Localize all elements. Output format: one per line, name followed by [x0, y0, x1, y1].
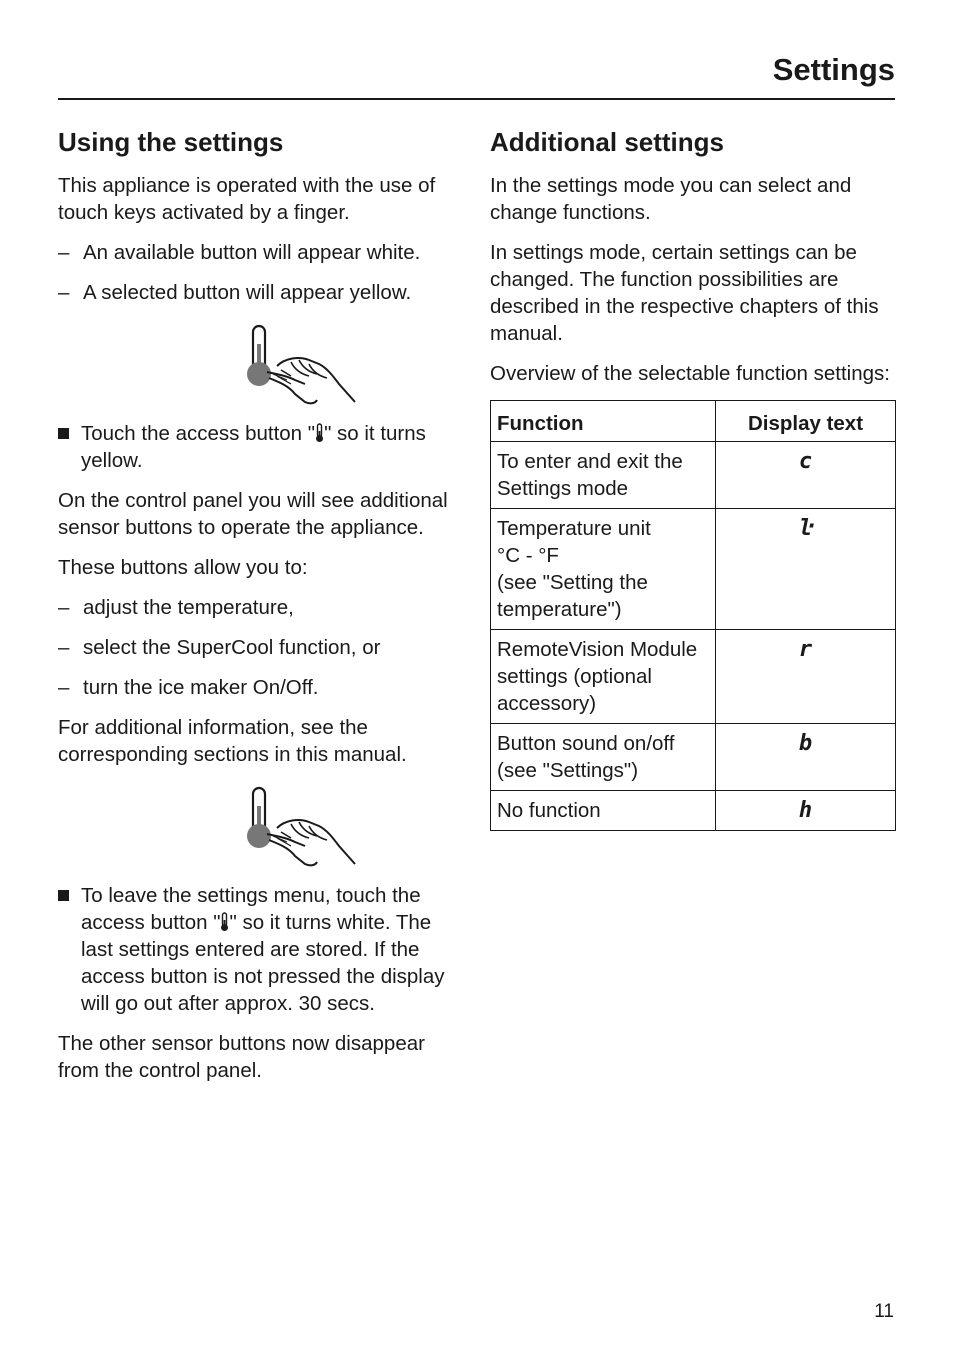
control-panel-paragraph: On the control panel you will see additional sensor buttons to operate the appliance.	[58, 489, 448, 539]
list-item: – adjust the temperature,	[58, 596, 294, 619]
other-buttons-paragraph: The other sensor buttons now disappear from the control panel.	[58, 1032, 425, 1082]
overview-paragraph: Overview of the selectable function settings:	[490, 362, 890, 385]
right-column	[490, 126, 896, 831]
page-number: 11	[874, 1301, 894, 1322]
additional-info-paragraph: For additional information, see the corresponding sections in this manual.	[58, 716, 407, 766]
left-column	[58, 126, 466, 1097]
header-rule	[58, 98, 895, 100]
table-row	[491, 630, 896, 724]
settings-mode-paragraph: In the settings mode you can select and change functions.	[490, 174, 852, 224]
thermometer-icon	[315, 423, 324, 443]
page-title: Settings	[772, 52, 895, 87]
list-item: – A selected button will appear yellow.	[58, 281, 412, 304]
instruction-step: To leave the settings menu, touch the access button " " so it turns white. The last settings entered are stored. If the access button is not pressed the display will go out after approx. 30 secs.	[58, 882, 466, 1017]
table-row	[491, 509, 896, 630]
display-code-cell: c	[716, 442, 896, 509]
display-code-cell: b	[716, 724, 896, 791]
touch-illustration	[58, 786, 466, 868]
finger-touch-icon	[247, 324, 359, 406]
intro-paragraph: This appliance is operated with the use of touch keys activated by a finger.	[58, 174, 436, 224]
function-cell: No function	[491, 791, 716, 831]
function-table	[490, 400, 896, 831]
settings-change-paragraph: In settings mode, certain settings can be changed. The function possibilities are described in the respective chapters of this manual.	[490, 241, 879, 345]
table-row	[491, 442, 896, 509]
column-header-function: Function	[491, 401, 716, 442]
table-row	[491, 724, 896, 791]
section-heading-using: Using the settings	[58, 127, 284, 157]
bullet-square	[58, 890, 69, 901]
touch-illustration	[58, 324, 466, 406]
function-cell: To enter and exit the Settings mode	[491, 442, 716, 509]
list-item: – select the SuperCool function, or	[58, 636, 381, 659]
display-code-cell: h	[716, 791, 896, 831]
table-row	[491, 791, 896, 831]
list-item: – An available button will appear white.	[58, 241, 421, 264]
allow-paragraph: These buttons allow you to:	[58, 556, 308, 579]
list-item: – turn the ice maker On/Off.	[58, 676, 319, 699]
finger-touch-icon	[247, 786, 359, 868]
section-heading-additional: Additional settings	[490, 127, 724, 157]
display-code-cell: r	[716, 630, 896, 724]
function-cell: Temperature unit °C - °F (see "Setting the temperature")	[491, 509, 716, 630]
function-cell: RemoteVision Module settings (optional accessory)	[491, 630, 716, 724]
function-cell: Button sound on/off (see "Settings")	[491, 724, 716, 791]
column-header-display: Display text	[716, 401, 896, 442]
instruction-step: Touch the access button " " so it turns yellow.	[58, 420, 466, 474]
table-header-row	[491, 401, 896, 442]
bullet-square	[58, 428, 69, 439]
display-code-cell: ŀ	[716, 509, 896, 630]
